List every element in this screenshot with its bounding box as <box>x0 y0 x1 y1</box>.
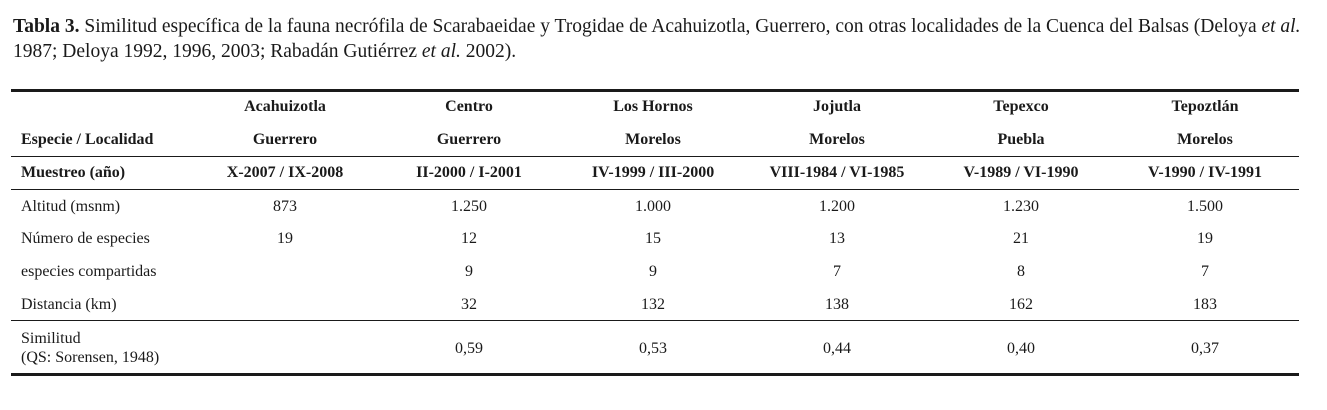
column-sampling: V-1989 / VI-1990 <box>963 164 1079 181</box>
table-cell: 0,59 <box>455 340 483 357</box>
table-cell: 13 <box>829 230 845 247</box>
table-cell: 9 <box>465 263 473 280</box>
column-locality-name: Centro <box>445 98 493 115</box>
table-cell: 132 <box>641 296 665 313</box>
table-cell: 21 <box>1013 230 1029 247</box>
column-sampling: II-2000 / I-2001 <box>416 164 522 181</box>
table-cell: 9 <box>649 263 657 280</box>
row-label-species-count: Número de especies <box>21 230 150 247</box>
sampling-rule <box>11 189 1299 190</box>
column-locality-name: Jojutla <box>813 98 861 115</box>
row-label-altitude: Altitud (msnm) <box>21 198 121 215</box>
column-locality-name: Tepoztlán <box>1171 98 1239 115</box>
column-locality-state: Puebla <box>997 131 1045 148</box>
table-top-rule <box>11 89 1299 92</box>
column-sampling: X-2007 / IX-2008 <box>226 164 344 181</box>
table-cell: 1.200 <box>819 198 855 215</box>
table-bottom-rule <box>11 373 1299 376</box>
row-label-shared-species: especies compartidas <box>21 263 157 280</box>
caption-text: 1987; Deloya 1992, 1996, 2003; Rabadán Gutiérrez <box>13 41 422 62</box>
table-cell: 138 <box>825 296 849 313</box>
column-locality-state: Guerrero <box>436 131 502 148</box>
row-header-locality: Especie / Localidad <box>21 131 154 148</box>
table-cell: 1.250 <box>451 198 487 215</box>
table-cell: 12 <box>461 230 477 247</box>
row-label-similarity: Similitud <box>21 330 81 347</box>
header-rule <box>11 156 1299 157</box>
column-sampling: VIII-1984 / VI-1985 <box>769 164 905 181</box>
table-cell: 1.000 <box>635 198 671 215</box>
caption-text: 2002). <box>460 41 517 62</box>
column-locality-name: Tepexco <box>993 98 1049 115</box>
row-header-sampling: Muestreo (año) <box>21 164 126 181</box>
table-cell: 7 <box>1201 263 1209 280</box>
caption-text: Similitud específica de la fauna necrófila de Scarabaeidae y Trogidae de Acahuizotla, Guerrero, con otras localidades de la Cuenca del Balsas (Deloya <box>79 16 1262 37</box>
table-cell: 0,37 <box>1191 340 1219 357</box>
table-cell: 15 <box>645 230 661 247</box>
table-cell: 32 <box>461 296 477 313</box>
column-locality-state: Morelos <box>809 131 865 148</box>
table-cell: 1.230 <box>1003 198 1039 215</box>
table-caption <box>13 14 1303 64</box>
caption-label: Tabla 3. <box>13 16 80 37</box>
table-cell: 7 <box>833 263 841 280</box>
table-cell: 1.500 <box>1187 198 1223 215</box>
table-cell: 19 <box>1197 230 1213 247</box>
similarity-rule <box>11 320 1299 321</box>
row-label-distance: Distancia (km) <box>21 296 117 313</box>
table-cell: 19 <box>277 230 293 247</box>
table-cell: 0,44 <box>823 340 851 357</box>
table-cell: 8 <box>1017 263 1025 280</box>
column-sampling: IV-1999 / III-2000 <box>591 164 715 181</box>
table-cell: 0,53 <box>639 340 667 357</box>
row-label-similarity-method: (QS: Sorensen, 1948) <box>21 349 160 366</box>
column-locality-state: Morelos <box>1177 131 1233 148</box>
table-cell: 183 <box>1193 296 1217 313</box>
column-sampling: V-1990 / IV-1991 <box>1147 164 1263 181</box>
table-cell: 162 <box>1009 296 1033 313</box>
caption-etal: et al. <box>421 41 461 62</box>
table-cell: 0,40 <box>1007 340 1035 357</box>
table-cell: 873 <box>273 198 297 215</box>
column-locality-name: Los Hornos <box>613 98 693 115</box>
column-locality-name: Acahuizotla <box>244 98 326 115</box>
caption-etal: et al. <box>1261 16 1301 37</box>
column-locality-state: Guerrero <box>252 131 318 148</box>
column-locality-state: Morelos <box>625 131 681 148</box>
